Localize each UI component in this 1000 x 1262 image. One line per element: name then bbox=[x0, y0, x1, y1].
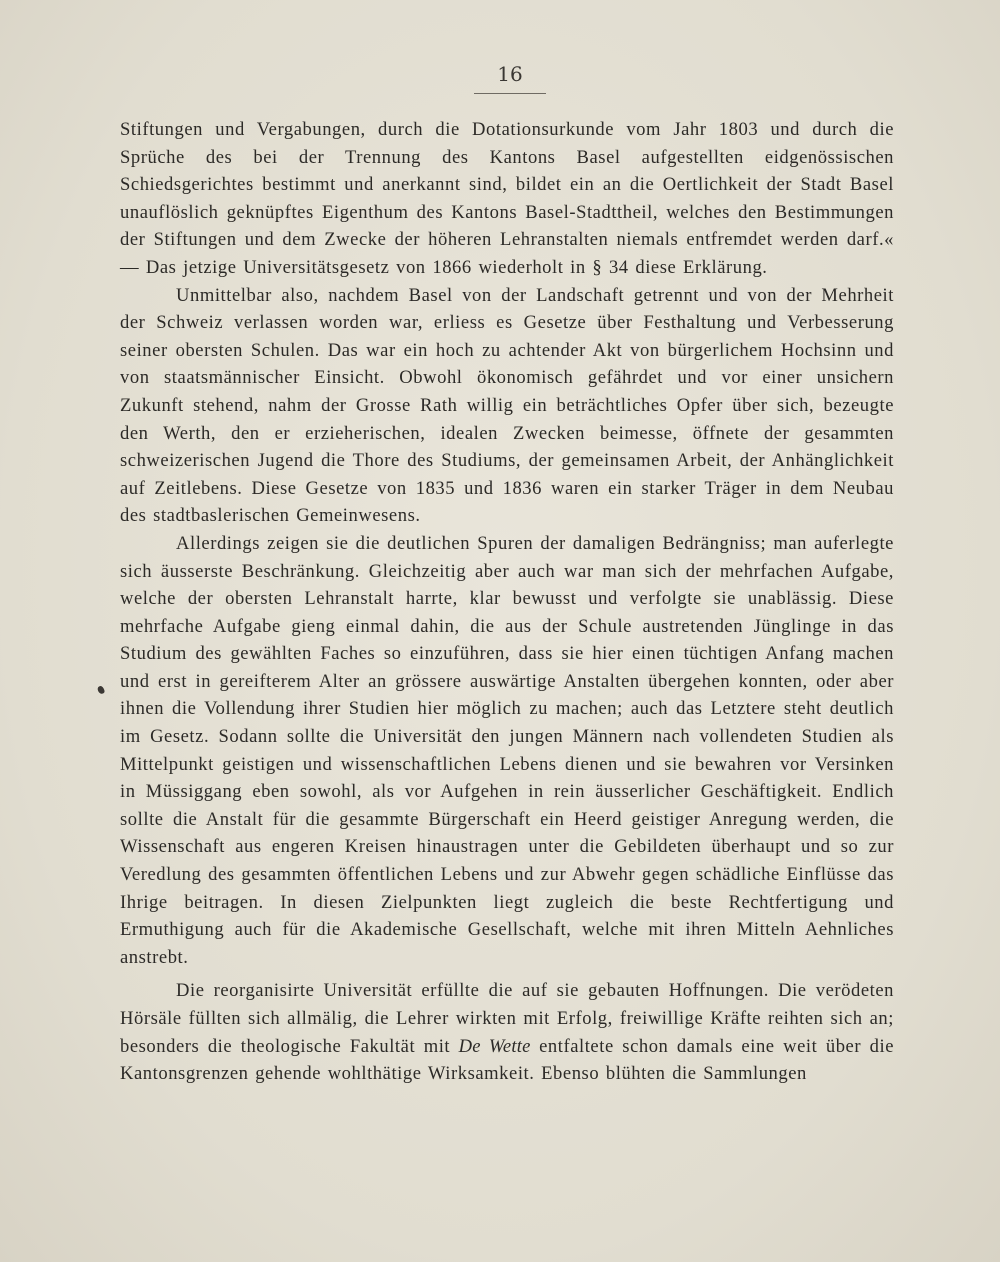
paragraph-4 bbox=[120, 977, 894, 1087]
paragraph-4-text-before: Die reorganisirte Universität erfüllte die auf sie gebauten Hoffnungen. Die verödeten Hörsäle füllten sich allmälig, die Lehrer wirkten mit Erfolg, freiwillige Kräfte reihten sich an; besonders die theologische Fakultät mit bbox=[120, 980, 894, 1057]
paragraph-2: Unmittelbar also, nachdem Basel von der Landschaft getrennt und von der Mehrheit der Schweiz verlassen worden war, erliess es Gesetze über Festhaltung und Verbesserung seiner obersten Schulen. Das war ein hoch zu achtender Akt von bürgerlichem Hochsinn und von staatsmännischer Einsicht. Obwohl ökonomisch gefährdet und vor einer unsichern Zukunft stehend, nahm der Grosse Rath willig ein beträchtliches Opfer über sich, bezeugte den Werth, den er erzieherischen, idealen Zwecken beimesse, öffnete der gesammten schweizerischen Jugend die Thore des Studiums, der gemeinsamen Arbeit, der Anhänglichkeit auf Zeitlebens. Diese Gesetze von 1835 und 1836 waren ein starker Träger in dem Neubau des stadtbaslerischen Gemeinwesens. bbox=[120, 284, 894, 527]
emphasized-name: De Wette bbox=[458, 1035, 531, 1057]
paragraph-3: Allerdings zeigen sie die deutlichen Spuren der damaligen Bedrängniss; man auferlegte sich äusserste Beschränkung. Gleichzeitig aber auch war man sich der mehrfachen Aufgabe, welche der obersten Lehranstalt harrte, klar bewusst und verfolgte sie unablässig. Diese mehrfache Aufgabe gieng einmal dahin, die aus der Schule austretenden Jünglinge in das Studium des gewählten Faches so einzuführen, dass sie hier einen tüchtigen Anfang machen und erst in gereifterem Alter an grössere auswärtige Anstalten übergehen konnten, oder aber ihnen die Vollendung ihrer Studien hier möglich zu machen; auch das Letztere steht deutlich im Gesetz. Sodann sollte die Universität den jungen Männern nach vollendeten Studien als Mittelpunkt geistigen und wissenschaftlichen Lebens dienen und sie bewahren vor Versinken in Müssiggang eben sowohl, als vor Aufgehen in rein äusserlicher Geschäftigkeit. Endlich sollte die Anstalt für die gesammte Bürgerschaft ein Heerd geistiger Anregung werden, die Wissenschaft aus engeren Kreisen hinaustragen unter die Gebildeten überhaupt und so zur Veredlung des gesammten öffentlichen Lebens und zur Abwehr gegen schädliche Einflüsse das Ihrige beitragen. In diesen Zielpunkten liegt zugleich die beste Rechtfertigung und Ermuthigung auch für die Akademische Gesellschaft, welche mit ihren Mitteln Aehnliches anstrebt. bbox=[120, 532, 894, 968]
page-number: 16 bbox=[497, 62, 523, 86]
ink-spot bbox=[97, 685, 106, 695]
paragraph-4-text-after: entfaltete schon damals eine weit über die Kantonsgrenzen gehende wohlthätige Wirksamkeit. Ebenso blühten die Sammlungen bbox=[120, 1035, 894, 1085]
body-text bbox=[120, 116, 894, 1088]
page-number-rule bbox=[474, 93, 546, 94]
paragraph-1: Stiftungen und Vergabungen, durch die Dotationsurkunde vom Jahr 1803 und durch die Sprüche des bei der Trennung des Kantons Basel aufgestellten eidgenössischen Schiedsgerichtes bestimmt und anerkannt sind, bildet ein an die Oertlichkeit der Stadt Basel unauflöslich geknüpftes Eigenthum des Kantons Basel-Stadttheil, welches den Bestimmungen der Stiftungen und dem Zwecke der höheren Lehranstalten niemals entfremdet werden darf.« — Das jetzige Universitätsgesetz von 1866 wiederholt in § 34 diese Erklärung. bbox=[120, 119, 894, 278]
